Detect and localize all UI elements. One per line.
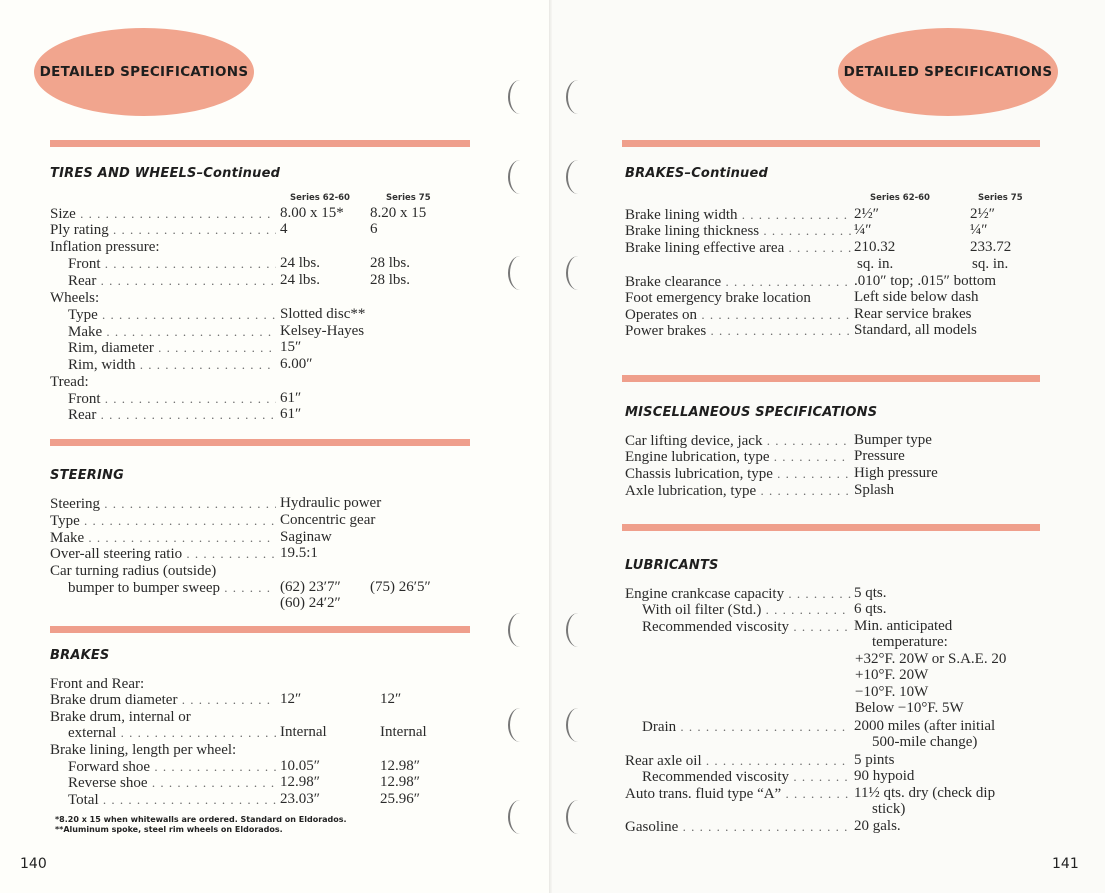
spec-label: Ply rating . . . [50, 221, 276, 239]
spec-row [552, 768, 1105, 785]
spec-row [552, 818, 1105, 835]
brakes-continued-heading: BRAKES–Continued [625, 166, 769, 181]
spec-label: Inflation pressure: [50, 239, 160, 255]
spec-label: Tread: [50, 374, 89, 390]
spec-row [0, 691, 552, 708]
spec-row [0, 373, 552, 390]
spec-value: 2000 miles (after initial [854, 718, 996, 734]
spec-row [0, 675, 552, 692]
spec-value-62: 12″ [280, 691, 302, 707]
binder-hole [508, 80, 532, 114]
footnote-tire-size: *8.20 x 15 when whitewalls are ordered. Standard on Eldorados. [55, 815, 347, 824]
spec-label: Operates on . . . [625, 306, 851, 324]
spec-row [552, 273, 1105, 290]
spec-label: Brake drum, internal or [50, 709, 191, 725]
spec-label: bumper to bumper sweep . . . [68, 579, 276, 597]
spec-value-75: Internal [380, 724, 427, 740]
spec-label: Power brakes . . . [625, 322, 851, 340]
spec-label: Steering . . . [50, 495, 276, 513]
spec-row [0, 289, 552, 306]
lubricants-heading: LUBRICANTS [625, 558, 719, 573]
spec-row [552, 651, 1105, 668]
left-page [0, 0, 552, 893]
spec-row [0, 512, 552, 529]
spec-value: Standard, all models [854, 322, 977, 338]
spec-row [552, 585, 1105, 602]
spec-label: Chassis lubrication, type . . . [625, 465, 851, 483]
spec-value: Saginaw [280, 529, 332, 545]
spec-value: 19.5:1 [280, 545, 318, 561]
spec-row [552, 752, 1105, 769]
spec-value-75: 28 lbs. [370, 255, 411, 271]
right-section-badge [838, 28, 1058, 116]
spec-label: Recommended viscosity . . . [642, 768, 851, 786]
spec-row [552, 289, 1105, 306]
spec-value: Below −10°F. 5W [855, 700, 964, 716]
spec-label: Type . . . [50, 512, 276, 530]
spec-row [0, 339, 552, 356]
right-badge-text: DETAILED SPECIFICATIONS [843, 64, 1053, 80]
binder-hole [508, 160, 532, 194]
spec-row [552, 222, 1105, 239]
divider-bar [50, 140, 470, 147]
column-header-series-75: Series 75 [978, 193, 1023, 203]
spec-value-62: 61″ [280, 390, 302, 406]
spec-label: Brake drum diameter . . . [50, 691, 276, 709]
spec-value: Min. anticipated [854, 618, 953, 634]
binder-hole [566, 160, 590, 194]
spec-value: temperature: [872, 634, 948, 650]
spec-value-62: Kelsey-Hayes [280, 323, 365, 339]
spec-row [552, 322, 1105, 339]
spec-row [552, 734, 1105, 751]
spec-row [552, 465, 1105, 482]
spec-value: High pressure [854, 465, 938, 481]
spec-label: Gasoline . . . [625, 818, 851, 836]
divider-bar [50, 626, 470, 633]
spec-row [0, 562, 552, 579]
left-badge-text: DETAILED SPECIFICATIONS [39, 64, 249, 80]
spec-label: Brake lining, length per wheel: [50, 742, 237, 758]
spec-row [552, 239, 1105, 256]
spec-label: Wheels: [50, 290, 100, 306]
spec-value-75: 233.72 [970, 239, 1012, 255]
spec-label: Engine lubrication, type . . . [625, 448, 851, 466]
spec-value: (75) 26′5″ [370, 579, 431, 595]
spec-row [0, 579, 552, 596]
divider-bar [50, 439, 470, 446]
spec-value: (62) 23′7″ [280, 579, 341, 595]
spec-row [0, 774, 552, 791]
spec-value-62: sq. in. [857, 256, 894, 272]
spec-value: Bumper type [854, 432, 932, 448]
spec-label: Brake lining width . . . [625, 206, 851, 224]
spec-row [0, 724, 552, 741]
spec-value-62: 24 lbs. [280, 255, 321, 271]
spec-value: 11½ qts. dry (check dip [854, 785, 996, 801]
spec-label: Reverse shoe . . . [68, 774, 276, 792]
binder-hole [508, 613, 532, 647]
spec-row [0, 741, 552, 758]
spec-label: Brake clearance . . . [625, 273, 851, 291]
spec-row [0, 495, 552, 512]
spec-label: With oil filter (Std.) . . . [642, 601, 851, 619]
spec-label: Rear axle oil . . . [625, 752, 851, 770]
spec-label: Rim, diameter . . . [68, 339, 276, 357]
divider-bar [622, 140, 1040, 147]
misc-heading: MISCELLANEOUS SPECIFICATIONS [625, 405, 878, 420]
divider-bar [622, 375, 1040, 382]
spec-value: Splash [854, 482, 895, 498]
spec-row [0, 708, 552, 725]
spec-row [0, 545, 552, 562]
spec-row [552, 634, 1105, 651]
spec-row [0, 595, 552, 612]
spec-value-62: 210.32 [854, 239, 896, 255]
spec-row [552, 718, 1105, 735]
spec-label: Brake lining thickness . . . [625, 222, 851, 240]
spec-value-62: 12.98″ [280, 774, 320, 790]
spec-label: Auto trans. fluid type “A” . . . [625, 785, 851, 803]
spec-value-62: ¼″ [854, 222, 872, 238]
spec-row [0, 238, 552, 255]
spec-row [0, 406, 552, 423]
spec-row [0, 272, 552, 289]
spec-value: Left side below dash [854, 289, 979, 305]
spec-label: Size . . . [50, 205, 276, 223]
spec-value-62: 6.00″ [280, 356, 313, 372]
steering-heading: STEERING [50, 468, 124, 483]
spec-label: Axle lubrication, type . . . [625, 482, 851, 500]
spec-row [552, 684, 1105, 701]
spec-label: Recommended viscosity . . . [642, 618, 851, 636]
spec-label: Make . . . [50, 529, 276, 547]
spec-row [552, 482, 1105, 499]
spec-row [0, 306, 552, 323]
spec-row [552, 785, 1105, 802]
spec-value: 5 qts. [854, 585, 887, 601]
spec-label: Engine crankcase capacity . . . [625, 585, 851, 603]
spec-value: Rear service brakes [854, 306, 972, 322]
spec-row [552, 618, 1105, 635]
divider-bar [622, 524, 1040, 531]
spec-value-62: 4 [280, 221, 288, 237]
spec-value: Concentric gear [280, 512, 376, 528]
spec-label: Drain . . . [642, 718, 851, 736]
spec-value: 6 qts. [854, 601, 887, 617]
spec-value-62: 24 lbs. [280, 272, 321, 288]
spec-label: Forward shoe . . . [68, 758, 276, 776]
spec-label: Over-all steering ratio . . . [50, 545, 276, 563]
page-number-right: 141 [1052, 856, 1079, 872]
spec-label: Car lifting device, jack . . . [625, 432, 851, 450]
spec-label: Rear . . . [68, 272, 276, 290]
spec-value: 20 gals. [854, 818, 901, 834]
spec-row [0, 529, 552, 546]
spec-value-62: 61″ [280, 406, 302, 422]
spec-label: external . . . [68, 724, 276, 742]
spec-label: Front . . . [68, 255, 276, 273]
spec-value-62: 15″ [280, 339, 302, 355]
spec-row [552, 448, 1105, 465]
spec-value: 500-mile change) [872, 734, 978, 750]
spec-label: Front and Rear: [50, 676, 145, 692]
spec-value: 5 pints [854, 752, 895, 768]
brakes-heading: BRAKES [50, 648, 110, 663]
spec-label: Brake lining effective area . . . [625, 239, 851, 257]
binder-hole [508, 256, 532, 290]
spec-value-62: Internal [280, 724, 327, 740]
footnote-wheels: **Aluminum spoke, steel rim wheels on Eldorados. [55, 825, 283, 834]
spec-row [552, 667, 1105, 684]
spec-value-75: 12.98″ [380, 774, 420, 790]
spec-value-75: sq. in. [972, 256, 1009, 272]
tires-heading: TIRES AND WHEELS–Continued [50, 166, 281, 181]
spec-row [0, 390, 552, 407]
spec-value-75: 6 [370, 221, 378, 237]
spec-value: (60) 24′2″ [280, 595, 341, 611]
column-header-series-75: Series 75 [386, 193, 431, 203]
spec-row [0, 221, 552, 238]
spec-label: Make . . . [68, 323, 276, 341]
spec-row [552, 801, 1105, 818]
spec-label: Type . . . [68, 306, 276, 324]
binder-hole [508, 800, 532, 834]
spec-row [552, 206, 1105, 223]
spec-row [0, 758, 552, 775]
spec-label: Foot emergency brake location [625, 290, 811, 306]
spec-value: .010″ top; .015″ bottom [854, 273, 997, 289]
spec-value-75: 2½″ [970, 206, 995, 222]
spec-row [552, 432, 1105, 449]
spec-row [552, 306, 1105, 323]
spec-row [552, 700, 1105, 717]
spec-value-75: 28 lbs. [370, 272, 411, 288]
spec-value-75: 12.98″ [380, 758, 420, 774]
spec-label: Rear . . . [68, 406, 276, 424]
spec-value-62: 23.03″ [280, 791, 320, 807]
spec-row [0, 356, 552, 373]
spec-value: stick) [872, 801, 906, 817]
spec-label: Car turning radius (outside) [50, 563, 217, 579]
spec-value: −10°F. 10W [855, 684, 929, 700]
spec-value-75: ¼″ [970, 222, 988, 238]
left-section-badge [34, 28, 254, 116]
spec-row [552, 256, 1105, 273]
spec-row [0, 323, 552, 340]
spec-label: Front . . . [68, 390, 276, 408]
spec-value-75: 25.96″ [380, 791, 420, 807]
spec-value: Pressure [854, 448, 905, 464]
spec-value: Hydraulic power [280, 495, 382, 511]
spec-value: +32°F. 20W or S.A.E. 20 [855, 651, 1007, 667]
spec-value-75: 8.20 x 15 [370, 205, 427, 221]
spec-value-62: 8.00 x 15* [280, 205, 344, 221]
spec-value-75: 12″ [380, 691, 402, 707]
binder-hole [566, 80, 590, 114]
spec-value-62: 2½″ [854, 206, 879, 222]
spec-label: Total . . . [68, 791, 276, 809]
spec-row [0, 791, 552, 808]
spec-row [0, 255, 552, 272]
column-header-series-62-60: Series 62-60 [870, 193, 930, 203]
spec-value-62: Slotted disc** [280, 306, 366, 322]
spec-value: +10°F. 20W [855, 667, 929, 683]
binder-hole [508, 708, 532, 742]
right-page [552, 0, 1105, 893]
column-header-series-62-60: Series 62-60 [290, 193, 350, 203]
spec-value-62: 10.05″ [280, 758, 320, 774]
spec-label: Rim, width . . . [68, 356, 276, 374]
spec-value: 90 hypoid [854, 768, 915, 784]
spec-row [0, 205, 552, 222]
spec-row [552, 601, 1105, 618]
page-number-left: 140 [20, 856, 47, 872]
